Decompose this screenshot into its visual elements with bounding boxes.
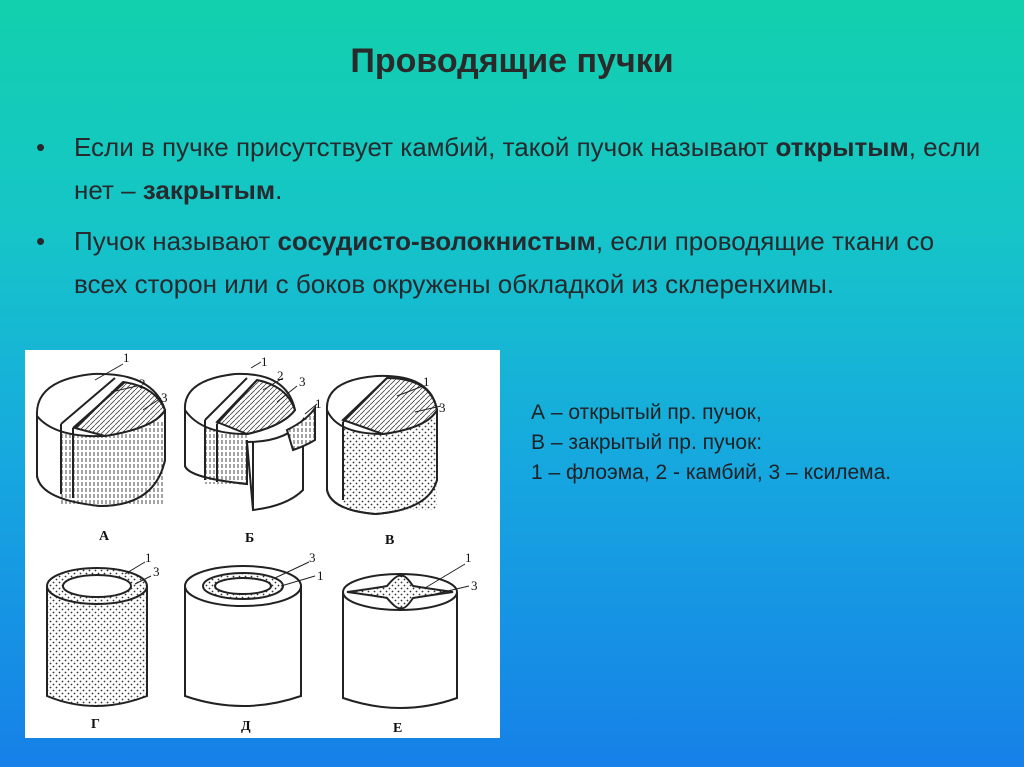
bullet-dot: • bbox=[36, 132, 46, 162]
term-closed: закрытым bbox=[142, 175, 276, 205]
bundle-diagram-g bbox=[47, 562, 151, 706]
callout-1: 1 bbox=[123, 350, 130, 365]
slide-title: Проводящие пучки bbox=[350, 42, 674, 80]
bullet-item-vascular-fibrous bbox=[36, 220, 986, 306]
caption-line: А – открытый пр. пучок, bbox=[531, 401, 762, 424]
callout-1: 1 bbox=[261, 354, 268, 369]
panel-label-e: Е bbox=[393, 721, 403, 736]
callout-3: 3 bbox=[439, 400, 446, 415]
bullet-list bbox=[36, 126, 986, 314]
figure-caption bbox=[531, 398, 891, 488]
bullet-text: , если проводящие ткани со всех сторон или с боков окружены обкладкой из склеренхимы. bbox=[74, 226, 935, 299]
callout-3: 3 bbox=[299, 374, 306, 389]
panel-label-b: Б bbox=[245, 531, 255, 546]
callout-3: 3 bbox=[309, 550, 316, 565]
bundle-diagram-b bbox=[185, 362, 317, 510]
callout-1: 1 bbox=[465, 550, 472, 565]
bullet-item-open-closed bbox=[36, 126, 986, 212]
callout-1: 1 bbox=[315, 396, 322, 411]
panel-label-v: В bbox=[385, 533, 395, 548]
bundle-diagram-v bbox=[327, 376, 441, 514]
callout-2: 2 bbox=[277, 368, 284, 383]
callout-2: 2 bbox=[139, 376, 146, 391]
caption-line: 1 – флоэма, 2 - камбий, 3 – ксилема. bbox=[531, 461, 892, 484]
callout-3: 3 bbox=[153, 564, 160, 579]
callout-1: 1 bbox=[317, 568, 324, 583]
bundle-diagram-a bbox=[37, 364, 165, 506]
term-open: открытым bbox=[775, 132, 909, 162]
bullet-dot: • bbox=[36, 226, 46, 256]
bundle-diagram-d bbox=[185, 562, 315, 706]
term-vascular-fibrous: сосудисто-волокнистым bbox=[277, 226, 596, 256]
bullet-text: Если в пучке присутствует камбий, такой пучок называют bbox=[74, 132, 776, 162]
callout-1: 1 bbox=[145, 550, 152, 565]
bullet-text: Пучок называют bbox=[74, 226, 278, 256]
panel-label-a: А bbox=[99, 529, 110, 544]
callout-3: 3 bbox=[161, 390, 168, 405]
callout-3: 3 bbox=[471, 578, 478, 593]
bullet-text: , если нет – bbox=[74, 132, 981, 205]
caption-line: В – закрытый пр. пучок: bbox=[531, 431, 763, 454]
bundle-diagram-e bbox=[343, 564, 469, 708]
panel-label-d: Д bbox=[241, 719, 251, 734]
callout-1: 1 bbox=[423, 374, 430, 389]
panel-label-g: Г bbox=[91, 717, 100, 732]
bundle-diagram-figure bbox=[25, 350, 500, 738]
bullet-text: . bbox=[275, 175, 283, 205]
